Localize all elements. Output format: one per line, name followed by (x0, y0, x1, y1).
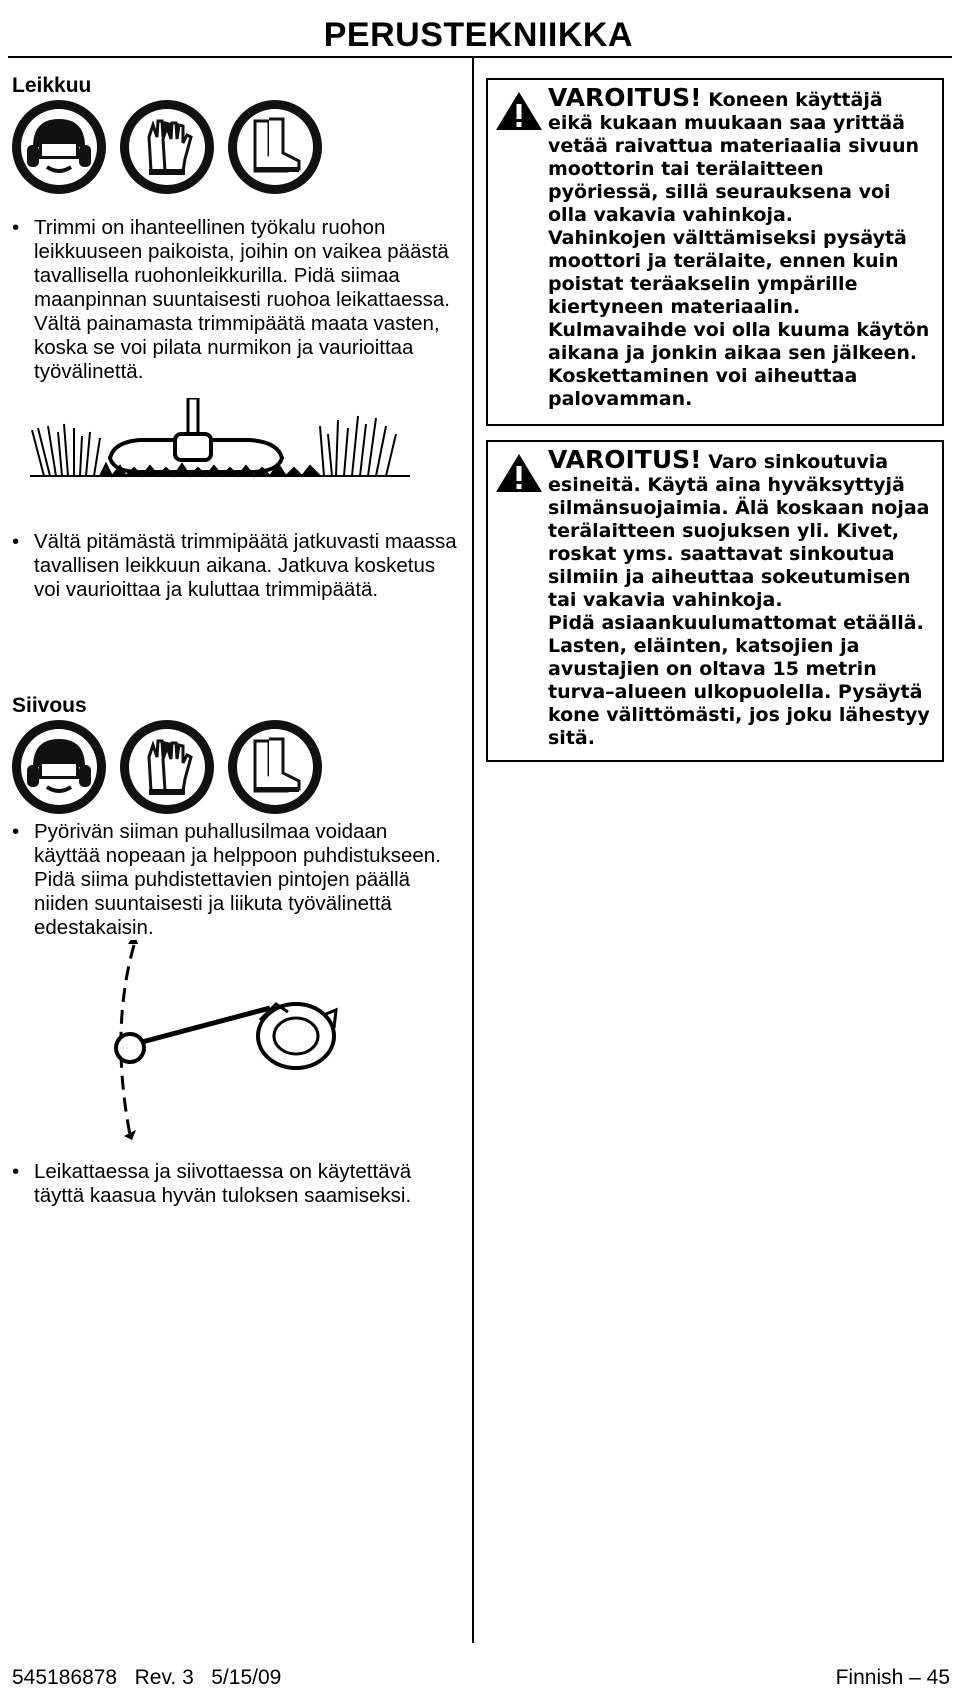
gloves-icon (120, 720, 214, 814)
footer-page-number: Finnish – 45 (835, 1666, 950, 1689)
page-title: PERUSTEKNIIKKA (323, 16, 633, 54)
header-rule (8, 56, 952, 58)
warning-text: Pidä asiaankuulumattomat etäällä. Lasten, eläinten, katsojien ja avustajien on oltava 15 metrin turva–alueen ulkopuolella. Pysäytä kone välittömästi, jos joku lähestyy sitä. (548, 612, 930, 749)
list-item: • Leikattaessa ja siivottaessa on käytettävä täyttä kaasua hyvän tuloksen saamiseksi. (12, 1160, 457, 1208)
ppe-icons-cutting (12, 100, 322, 194)
list-item: • Trimmi on ihanteellinen työkalu ruohon leikkuuseen paikoista, joihin on vaikea päästä tavallisella ruohonleikkurilla. Pidä siimaa maanpinnan suuntaisesti ruohoa leikattaessa. Vältä painamasta trimmipäätä maata vasten, koska se voi pilata nurmikon ja vaurioittaa työvälinettä. (12, 216, 457, 384)
helmet-visor-earmuffs-icon (12, 100, 106, 194)
list-item: • Vältä pitämästä trimmipäätä jatkuvasti maassa tavallisen leikkuun aikana. Jatkuva kosketus voi vaurioittaa ja kuluttaa trimmipäätä. (12, 530, 457, 601)
warning-text: Varo sinkoutuvia esineitä. Käytä aina hyväksyttyjä silmänsuojaimia. Älä koskaan nojaa terälaitteen suojuksen yli. Kivet, roskat yms. saattavat sinkoutua silmiin ja aiheuttaa sokeutumisen tai vakavia vahinkoja. (548, 451, 930, 611)
ppe-icons-cleaning (12, 720, 322, 814)
section-heading-cutting: Leikkuu (12, 74, 92, 97)
gloves-icon (120, 100, 214, 194)
helmet-visor-earmuffs-icon (12, 720, 106, 814)
bullet-text: Pyörivän siiman puhallusilmaa voidaan käyttää nopeaan ja helppoon puhdistukseen. Pidä siima puhdistettavien pintojen päällä niiden suuntaisesti ja liikuta työvälinettä edestakaisin. (34, 820, 441, 939)
warning-box (486, 78, 944, 426)
bullet-text: Leikattaessa ja siivottaessa on käytettävä täyttä kaasua hyvän tuloksen saamiseksi. (34, 1160, 412, 1207)
bullet-text: Trimmi on ihanteellinen työkalu ruohon leikkuuseen paikoista, joihin on vaikea päästä tavallisella ruohonleikkurilla. Pidä siimaa maanpinnan suuntaisesti ruohoa leikattaessa. Vältä painamasta trimmipäätä maata vasten, koska se voi pilata nurmikon ja vaurioittaa työvälinettä. (34, 216, 450, 383)
section-heading-cleaning: Siivous (12, 694, 87, 717)
warning-text: Koneen käyttäjä eikä kukaan muukaan saa yrittää vetää raivattua materiaalia sivuun moottorin tai terälaitteen pyöriessä, sillä seurauksena voi olla vakavia vahinkoja. (548, 89, 920, 226)
warning-triangle-icon (494, 90, 544, 132)
list-item: • Pyörivän siiman puhallusilmaa voidaan käyttää nopeaan ja helppoon puhdistukseen. Pidä siima puhdistettavien pintojen päällä niiden suuntaisesti ja liikuta työvälinettä edestakaisin. (12, 820, 457, 940)
warning-text: Vahinkojen välttämiseksi pysäytä moottori ja terälaite, ennen kuin poistat teräakselin ympärille kiertyneen materiaalin. Kulmavaihde voi olla kuuma käytön aikana ja jonkin aikaa sen jälkeen. Koskettaminen voi aiheuttaa palovamman. (548, 227, 930, 410)
warning-triangle-icon (494, 452, 544, 494)
bullet-text: Vältä pitämästä trimmipäätä jatkuvasti maassa tavallisen leikkuun aikana. Jatkuva kosketus voi vaurioittaa ja kuluttaa trimmipäätä. (34, 530, 457, 601)
trimmer-illustration (30, 398, 430, 516)
column-divider (472, 58, 474, 1643)
sweeping-illustration (90, 940, 350, 1140)
footer-document-id: 545186878 Rev. 3 5/15/09 (12, 1666, 282, 1689)
warning-heading: VAROITUS! (548, 83, 702, 112)
warning-heading: VAROITUS! (548, 445, 702, 474)
warning-box (486, 440, 944, 762)
boots-icon (228, 720, 322, 814)
boots-icon (228, 100, 322, 194)
